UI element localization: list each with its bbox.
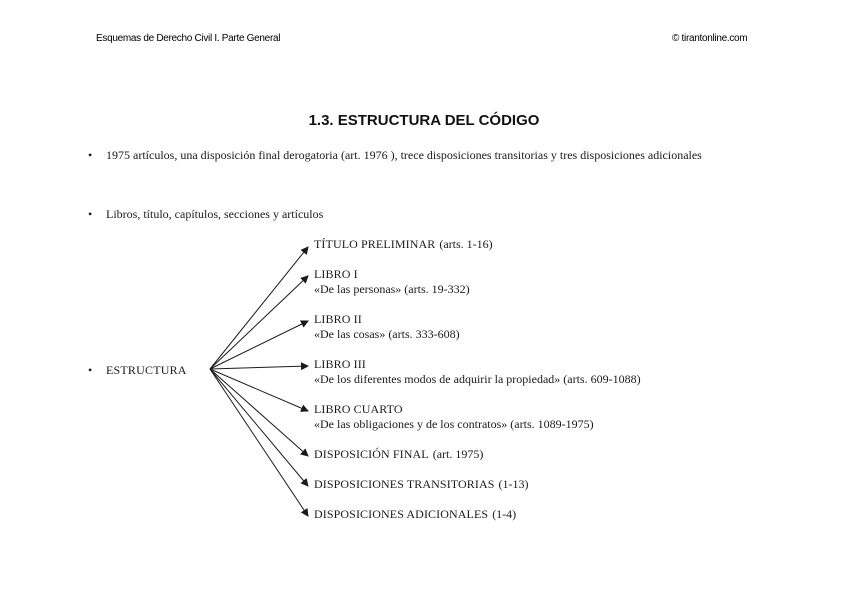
- bullet-articles-text: 1975 artículos, una disposición final derogatoria (art. 1976 ), trece disposiciones transitorias y tres disposiciones adicionales: [106, 148, 702, 162]
- arrow-libro-i: [210, 276, 308, 369]
- document-header-left: Esquemas de Derecho Civil I. Parte General: [96, 33, 281, 44]
- structure-item-arts: (1-13): [498, 477, 529, 491]
- document-header-right: © tirantonline.com: [672, 33, 748, 44]
- arrow-disposiciones-transitorias: [210, 369, 308, 486]
- bullet-divisions-text: Libros, título, capítulos, secciones y artículos: [106, 207, 324, 221]
- structure-item-libro-i: [314, 267, 470, 297]
- section-title: 1.3. ESTRUCTURA DEL CÓDIGO: [308, 112, 540, 129]
- arrow-libro-iii: [210, 366, 308, 369]
- structure-item-subtitle: «De las obligaciones y de los contratos» (arts. 1089-1975): [314, 417, 594, 431]
- structure-item-libro-ii: [314, 312, 460, 342]
- structure-item-arts: (arts. 1-16): [439, 237, 493, 251]
- bullet-dot: •: [88, 363, 93, 377]
- structure-item-titulo-preliminar: [314, 237, 493, 252]
- bullet-dot: •: [88, 207, 93, 221]
- structure-item-name: DISPOSICIONES TRANSITORIAS: [314, 477, 495, 491]
- structure-item-subtitle: «De las personas» (arts. 19-332): [314, 282, 470, 296]
- structure-item-name: TÍTULO PRELIMINAR: [314, 237, 436, 251]
- structure-item-arts: (art. 1975): [432, 447, 484, 461]
- structure-item-name: DISPOSICIONES ADICIONALES: [314, 507, 489, 521]
- bullet-structure-text: ESTRUCTURA: [106, 363, 187, 377]
- structure-item-name: LIBRO III: [314, 357, 366, 371]
- arrow-libro-cuarto: [210, 369, 308, 411]
- bullet-dot: •: [88, 148, 93, 162]
- structure-item-libro-iii: [314, 357, 641, 387]
- structure-item-subtitle: «De las cosas» (arts. 333-608): [314, 327, 460, 341]
- structure-item-disposiciones-adicionales: [314, 507, 516, 522]
- structure-item-disposicion-final: [314, 447, 483, 462]
- structure-item-name: LIBRO II: [314, 312, 362, 326]
- structure-item-name: LIBRO I: [314, 267, 358, 281]
- structure-item-name: LIBRO CUARTO: [314, 402, 403, 416]
- arrow-libro-ii: [210, 321, 308, 369]
- structure-item-subtitle: «De los diferentes modos de adquirir la propiedad» (arts. 609-1088): [314, 372, 641, 386]
- arrow-titulo-preliminar: [210, 247, 308, 369]
- structure-item-disposiciones-transitorias: [314, 477, 529, 492]
- structure-item-libro-cuarto: [314, 402, 594, 432]
- structure-item-arts: (1-4): [492, 507, 517, 521]
- structure-item-name: DISPOSICIÓN FINAL: [314, 447, 429, 461]
